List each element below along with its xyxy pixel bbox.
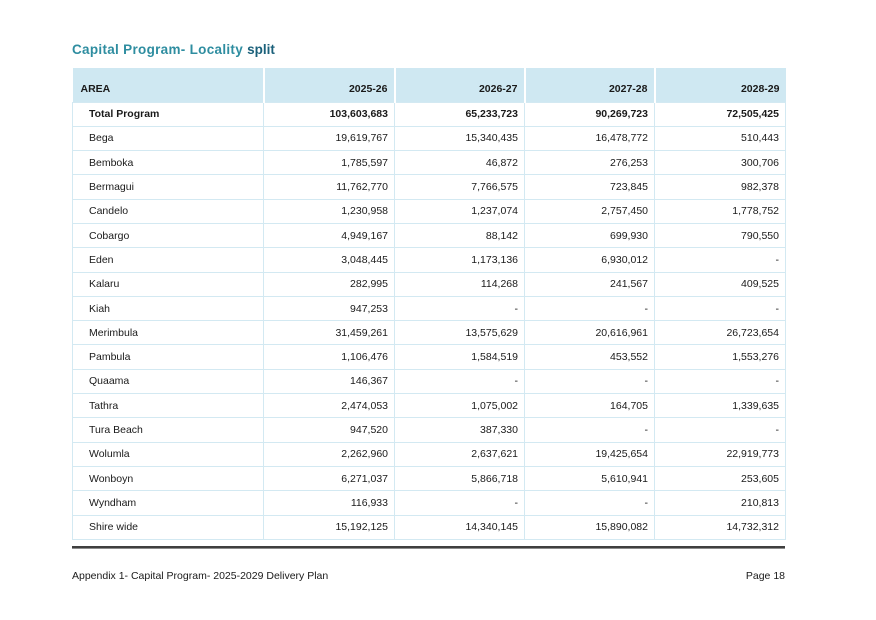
- value-cell-2026-27: 114,268: [395, 272, 525, 296]
- value-cell-2028-29: 210,813: [655, 491, 786, 515]
- value-cell-2027-28: 5,610,941: [525, 466, 655, 490]
- value-cell-2025-26: 1,785,597: [264, 151, 395, 175]
- value-cell-2028-29: -: [655, 296, 786, 320]
- area-cell: Wonboyn: [73, 466, 264, 490]
- page-title-main: Capital Program- Locality: [72, 42, 244, 57]
- value-cell-2026-27: 1,075,002: [395, 394, 525, 418]
- value-cell-2028-29: 300,706: [655, 151, 786, 175]
- page-title-suffix: split: [247, 42, 275, 57]
- value-cell-2025-26: 4,949,167: [264, 223, 395, 247]
- value-cell-2026-27: 88,142: [395, 223, 525, 247]
- column-header-year-2025-26: 2025-26: [264, 68, 395, 102]
- area-cell: Bega: [73, 126, 264, 150]
- value-cell-2027-28: 723,845: [525, 175, 655, 199]
- value-cell-2028-29: -: [655, 418, 786, 442]
- value-cell-2027-28: 241,567: [525, 272, 655, 296]
- table-row: [73, 126, 786, 150]
- value-cell-2027-28: 699,930: [525, 223, 655, 247]
- page-footer: [72, 570, 785, 582]
- value-cell-2026-27: 14,340,145: [395, 515, 525, 539]
- value-cell-2027-28: -: [525, 296, 655, 320]
- value-cell-2026-27: 2,637,621: [395, 442, 525, 466]
- table-row: [73, 223, 786, 247]
- column-header-area: AREA: [73, 68, 264, 102]
- value-cell-2025-26: 2,262,960: [264, 442, 395, 466]
- value-cell-2025-26: 947,520: [264, 418, 395, 442]
- value-cell-2027-28: 6,930,012: [525, 248, 655, 272]
- table-row: [73, 321, 786, 345]
- area-cell: Eden: [73, 248, 264, 272]
- value-cell-2025-26: 3,048,445: [264, 248, 395, 272]
- value-cell-2028-29: 790,550: [655, 223, 786, 247]
- table-row: [73, 175, 786, 199]
- value-cell-2026-27: 13,575,629: [395, 321, 525, 345]
- value-cell-2026-27: 1,584,519: [395, 345, 525, 369]
- value-cell-2027-28: -: [525, 491, 655, 515]
- value-cell-2025-26: 15,192,125: [264, 515, 395, 539]
- value-cell-2028-29: 253,605: [655, 466, 786, 490]
- table-body: [73, 102, 786, 539]
- table-row: [73, 151, 786, 175]
- value-cell-2026-27: -: [395, 296, 525, 320]
- value-cell-2028-29: 1,339,635: [655, 394, 786, 418]
- table-row: [73, 369, 786, 393]
- value-cell-2027-28: 15,890,082: [525, 515, 655, 539]
- value-cell-2027-28: 20,616,961: [525, 321, 655, 345]
- table-row: [73, 102, 786, 126]
- area-cell: Candelo: [73, 199, 264, 223]
- table-row: [73, 418, 786, 442]
- value-cell-2025-26: 103,603,683: [264, 102, 395, 126]
- value-cell-2028-29: 72,505,425: [655, 102, 786, 126]
- value-cell-2025-26: 31,459,261: [264, 321, 395, 345]
- area-cell: Wolumla: [73, 442, 264, 466]
- value-cell-2025-26: 19,619,767: [264, 126, 395, 150]
- capital-program-table: [72, 68, 786, 540]
- value-cell-2025-26: 1,230,958: [264, 199, 395, 223]
- area-cell: Bemboka: [73, 151, 264, 175]
- value-cell-2027-28: 164,705: [525, 394, 655, 418]
- area-cell: Total Program: [73, 102, 264, 126]
- area-cell: Tathra: [73, 394, 264, 418]
- value-cell-2027-28: -: [525, 369, 655, 393]
- value-cell-2026-27: 15,340,435: [395, 126, 525, 150]
- value-cell-2028-29: 409,525: [655, 272, 786, 296]
- value-cell-2025-26: 1,106,476: [264, 345, 395, 369]
- value-cell-2028-29: 1,553,276: [655, 345, 786, 369]
- value-cell-2026-27: 1,173,136: [395, 248, 525, 272]
- table-header: [73, 68, 786, 102]
- table-header-row: [73, 68, 786, 102]
- value-cell-2025-26: 2,474,053: [264, 394, 395, 418]
- value-cell-2027-28: 16,478,772: [525, 126, 655, 150]
- value-cell-2026-27: -: [395, 369, 525, 393]
- footer-divider: [72, 546, 785, 549]
- table-row: [73, 491, 786, 515]
- value-cell-2028-29: 22,919,773: [655, 442, 786, 466]
- page-title: [72, 42, 275, 57]
- area-cell: Tura Beach: [73, 418, 264, 442]
- value-cell-2027-28: 90,269,723: [525, 102, 655, 126]
- value-cell-2026-27: 1,237,074: [395, 199, 525, 223]
- footer-appendix-text: Appendix 1- Capital Program- 2025-2029 Delivery Plan: [72, 570, 329, 582]
- table-row: [73, 515, 786, 539]
- footer-page-number: Page 18: [745, 570, 785, 582]
- value-cell-2026-27: 387,330: [395, 418, 525, 442]
- value-cell-2025-26: 11,762,770: [264, 175, 395, 199]
- area-cell: Bermagui: [73, 175, 264, 199]
- column-header-year-2026-27: 2026-27: [395, 68, 525, 102]
- value-cell-2028-29: 14,732,312: [655, 515, 786, 539]
- value-cell-2027-28: 19,425,654: [525, 442, 655, 466]
- value-cell-2027-28: 453,552: [525, 345, 655, 369]
- value-cell-2028-29: -: [655, 248, 786, 272]
- table-row: [73, 272, 786, 296]
- value-cell-2028-29: 510,443: [655, 126, 786, 150]
- value-cell-2027-28: 2,757,450: [525, 199, 655, 223]
- value-cell-2027-28: -: [525, 418, 655, 442]
- area-cell: Kiah: [73, 296, 264, 320]
- value-cell-2026-27: 65,233,723: [395, 102, 525, 126]
- table-row: [73, 345, 786, 369]
- value-cell-2025-26: 116,933: [264, 491, 395, 515]
- table-row: [73, 199, 786, 223]
- table-row: [73, 442, 786, 466]
- area-cell: Merimbula: [73, 321, 264, 345]
- table-row: [73, 296, 786, 320]
- value-cell-2027-28: 276,253: [525, 151, 655, 175]
- value-cell-2025-26: 146,367: [264, 369, 395, 393]
- column-header-year-2028-29: 2028-29: [655, 68, 786, 102]
- value-cell-2025-26: 282,995: [264, 272, 395, 296]
- value-cell-2026-27: -: [395, 491, 525, 515]
- column-header-year-2027-28: 2027-28: [525, 68, 655, 102]
- table-row: [73, 394, 786, 418]
- value-cell-2026-27: 46,872: [395, 151, 525, 175]
- value-cell-2028-29: 982,378: [655, 175, 786, 199]
- value-cell-2026-27: 7,766,575: [395, 175, 525, 199]
- value-cell-2028-29: 26,723,654: [655, 321, 786, 345]
- area-cell: Kalaru: [73, 272, 264, 296]
- value-cell-2028-29: 1,778,752: [655, 199, 786, 223]
- value-cell-2026-27: 5,866,718: [395, 466, 525, 490]
- area-cell: Cobargo: [73, 223, 264, 247]
- table-row: [73, 248, 786, 272]
- area-cell: Wyndham: [73, 491, 264, 515]
- area-cell: Shire wide: [73, 515, 264, 539]
- table-row: [73, 466, 786, 490]
- value-cell-2028-29: -: [655, 369, 786, 393]
- area-cell: Pambula: [73, 345, 264, 369]
- value-cell-2025-26: 947,253: [264, 296, 395, 320]
- area-cell: Quaama: [73, 369, 264, 393]
- value-cell-2025-26: 6,271,037: [264, 466, 395, 490]
